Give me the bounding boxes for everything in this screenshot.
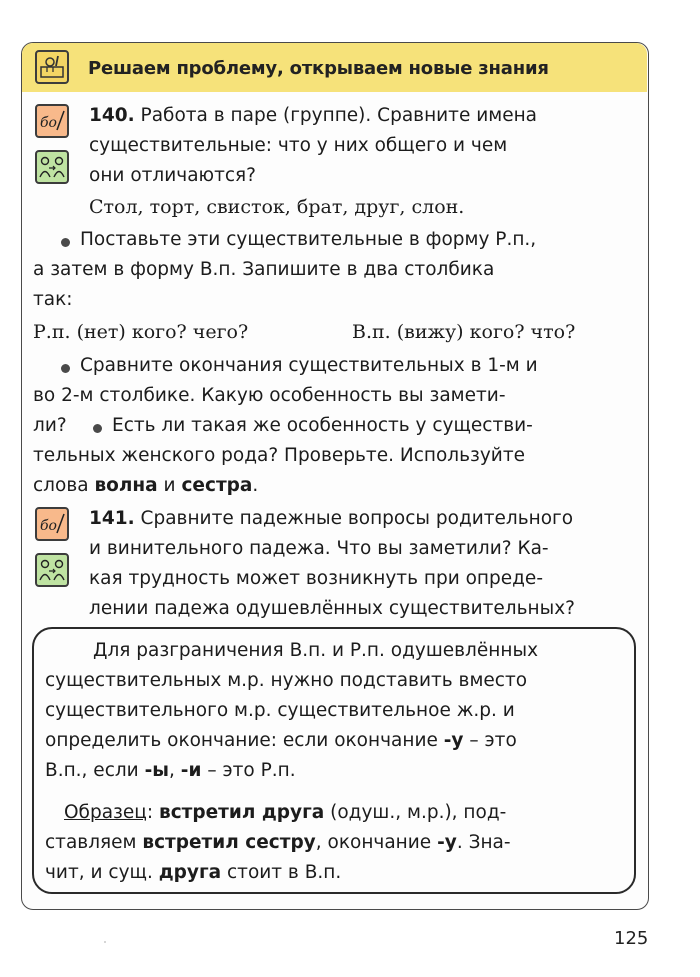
bullet-1-line-2: а затем в форму В.п. Запишите в два столбика (33, 259, 495, 280)
bullet-2-line-1: Сравните окончания существительных в 1-м и (80, 355, 538, 376)
column-heading-left: Р.п. (нет) кого? чего? (33, 321, 249, 343)
rule-line-1: Для разграничения В.п. и Р.п. одушевлённых (93, 640, 539, 661)
example-phrase: встретил сестру (142, 832, 316, 853)
example-phrase: встретил друга (159, 802, 325, 823)
bullet-2-line-3b: Есть ли такая же особенность у существи- (112, 415, 533, 436)
bullet-1-line-1: Поставьте эти существительные в форму Р.п., (80, 229, 537, 250)
page-number: 125 (614, 928, 649, 949)
bullet-icon (93, 424, 102, 433)
bullet-1-line-3: так: (33, 289, 73, 310)
bullet-2-line-5: слова волна и сестра. (33, 475, 259, 496)
rule-line-2: существительных м.р. нужно подставить вместо (45, 670, 528, 691)
ending-y: -ы (144, 760, 170, 781)
section-title: Решаем проблему, открываем новые знания (88, 58, 549, 79)
student-raising-hand-icon (35, 50, 69, 84)
task-141-line-3: кая трудность может возникнуть при опреде- (89, 568, 543, 589)
example-line-3: чит, и сущ. друга стоит в В.п. (45, 862, 342, 883)
example-word: сестра (181, 475, 253, 496)
task-141-line-1: 141. Сравните падежные вопросы родительного (89, 508, 574, 529)
column-heading-right: В.п. (вижу) кого? что? (352, 321, 576, 343)
word-list: Стол, торт, свисток, брат, друг, слон. (89, 196, 465, 218)
example-word: волна (94, 475, 158, 496)
ending-u: -у (437, 832, 457, 853)
example-line-1: Образец: встретил друга (одуш., м.р.), под- (64, 802, 507, 823)
pair-work-icon (35, 150, 69, 184)
bullet-2-line-3a: ли? (33, 415, 67, 436)
task-141-line-2: и винительного падежа. Что вы заметили? Ка- (89, 538, 549, 559)
task-number: 141. (89, 508, 135, 529)
speck (104, 941, 106, 943)
ending-i: -и (180, 760, 202, 781)
svg-text:бо: бо (40, 115, 57, 131)
bullet-icon (61, 364, 70, 373)
bullet-icon (61, 238, 70, 247)
ending-u: -у (443, 730, 464, 751)
pair-work-icon (35, 553, 69, 587)
svg-text:бо: бо (40, 518, 57, 534)
rule-line-4: определить окончание: если окончание -у – это (45, 730, 517, 751)
task-141-line-4: лении падежа одушевлённых существительных? (89, 598, 575, 619)
task-140-line-3: они отличаются? (89, 165, 256, 186)
task-number: 140. (89, 105, 135, 126)
handwriting-icon (35, 104, 69, 138)
rule-line-5: В.п., если -ы, -и – это Р.п. (45, 760, 296, 781)
rule-line-3: существительного м.р. существительное ж.р. и (45, 700, 515, 721)
bullet-2-line-2: во 2-м столбике. Какую особенность вы замети- (33, 385, 506, 406)
example-label: Образец (64, 802, 147, 823)
task-140-line-2: существительные: что у них общего и чем (89, 135, 508, 156)
bullet-2-line-4: тельных женского рода? Проверьте. Используйте (33, 445, 525, 466)
task-140-line-1: 140. Работа в паре (группе). Сравните имена (89, 105, 538, 126)
example-word: друга (158, 862, 222, 883)
handwriting-icon (35, 507, 69, 541)
example-line-2: ставляем встретил сестру, окончание -у. Зна- (45, 832, 511, 853)
